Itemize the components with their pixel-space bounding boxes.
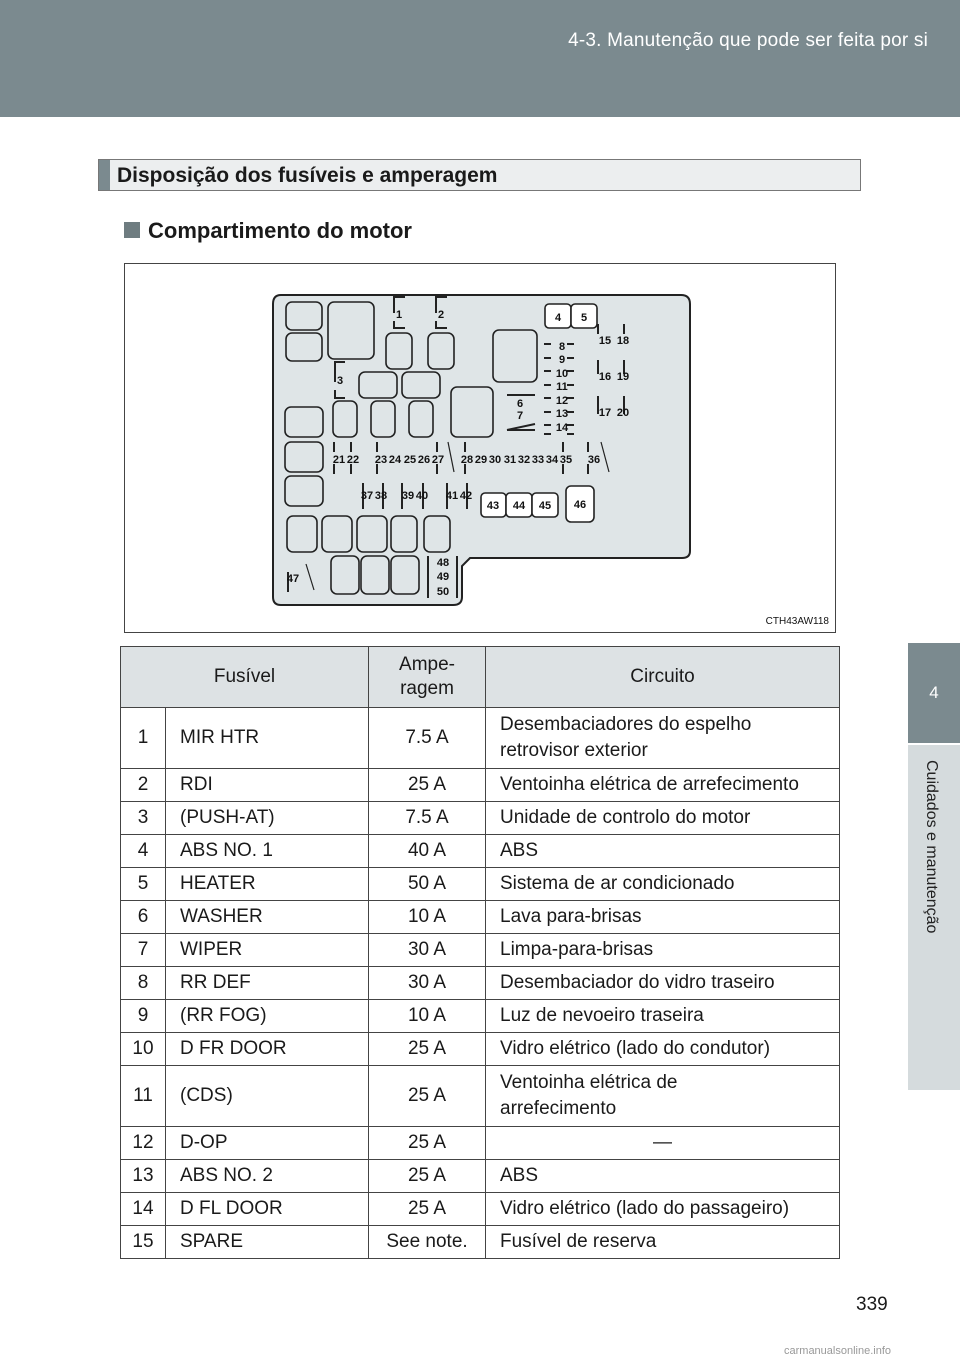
fuse-label-21: 21 bbox=[332, 454, 346, 466]
fuse-name: (CDS) bbox=[166, 1066, 369, 1127]
fuse-label-18: 18 bbox=[616, 335, 630, 347]
fuse-number: 6 bbox=[121, 901, 166, 934]
fuse-label-38: 38 bbox=[374, 490, 388, 502]
fuse-number: 11 bbox=[121, 1066, 166, 1127]
fuse-label-17: 17 bbox=[598, 407, 612, 419]
fuse-amperage: 10 A bbox=[369, 1000, 486, 1033]
fuse-number: 14 bbox=[121, 1193, 166, 1226]
fuse-amperage: 30 A bbox=[369, 934, 486, 967]
fuse-label-48: 48 bbox=[436, 557, 450, 569]
fuse-circuit: Limpa-para-brisas bbox=[486, 934, 840, 967]
fuse-amperage: 7.5 A bbox=[369, 708, 486, 769]
section-heading-box bbox=[98, 159, 861, 191]
fuse-label-19: 19 bbox=[616, 371, 630, 383]
table-row bbox=[121, 967, 840, 1000]
fuse-label-41: 41 bbox=[445, 490, 459, 502]
fuse-circuit-line1: Desembaciadores do espelho bbox=[500, 714, 752, 735]
fuse-circuit bbox=[486, 1066, 840, 1127]
fuse-amperage: 25 A bbox=[369, 769, 486, 802]
header-amp-line1: Ampe- bbox=[399, 654, 455, 675]
table-row bbox=[121, 934, 840, 967]
fuse-number: 1 bbox=[121, 708, 166, 769]
fuse-label-23: 23 bbox=[374, 454, 388, 466]
fuse-label-27: 27 bbox=[431, 454, 445, 466]
fuse-label-34: 34 bbox=[545, 454, 559, 466]
fuse-circuit: Sistema de ar condicionado bbox=[486, 868, 840, 901]
fuse-amperage: 7.5 A bbox=[369, 802, 486, 835]
fuse-label-35: 35 bbox=[559, 454, 573, 466]
fuse-label-16: 16 bbox=[598, 371, 612, 383]
header-amp-line2: ragem bbox=[400, 678, 454, 699]
fuse-amperage: 40 A bbox=[369, 835, 486, 868]
fuse-label-13: 13 bbox=[555, 408, 569, 420]
fuse-number: 12 bbox=[121, 1127, 166, 1160]
fuse-label-28: 28 bbox=[460, 454, 474, 466]
chapter-number: 4 bbox=[929, 683, 939, 702]
fuse-label-39: 39 bbox=[401, 490, 415, 502]
table-row bbox=[121, 868, 840, 901]
fuse-circuit-line2: arrefecimento bbox=[500, 1098, 617, 1119]
fuse-circuit bbox=[486, 708, 840, 769]
fuse-label-44: 44 bbox=[512, 500, 526, 512]
fuse-label-15: 15 bbox=[598, 335, 612, 347]
fuse-label-29: 29 bbox=[474, 454, 488, 466]
fuse-number: 3 bbox=[121, 802, 166, 835]
table-header-row bbox=[121, 647, 840, 708]
fuse-name: WASHER bbox=[166, 901, 369, 934]
fuse-label-4: 4 bbox=[554, 312, 562, 324]
fuse-label-6: 6 bbox=[516, 398, 524, 410]
table-row bbox=[121, 769, 840, 802]
fuse-circuit: Luz de nevoeiro traseira bbox=[486, 1000, 840, 1033]
fuse-label-45: 45 bbox=[538, 500, 552, 512]
chapter-tab bbox=[908, 643, 960, 743]
table-row bbox=[121, 1193, 840, 1226]
fuse-circuit: Lava para-brisas bbox=[486, 901, 840, 934]
header-circuit: Circuito bbox=[486, 647, 840, 708]
fuse-name: D-OP bbox=[166, 1127, 369, 1160]
fuse-number: 10 bbox=[121, 1033, 166, 1066]
fuse-amperage: 30 A bbox=[369, 967, 486, 1000]
table-row bbox=[121, 1127, 840, 1160]
fuse-label-31: 31 bbox=[503, 454, 517, 466]
fuse-box-svg bbox=[125, 264, 837, 634]
fuse-label-32: 32 bbox=[517, 454, 531, 466]
table-row bbox=[121, 1160, 840, 1193]
fuse-box-diagram bbox=[124, 263, 836, 633]
fuse-label-2: 2 bbox=[437, 309, 445, 321]
fuse-name: HEATER bbox=[166, 868, 369, 901]
section-heading: Disposição dos fusíveis e amperagem bbox=[117, 164, 498, 187]
fuse-circuit: — bbox=[486, 1127, 840, 1160]
figure-code: CTH43AW118 bbox=[765, 616, 829, 627]
fuse-label-8: 8 bbox=[558, 341, 566, 353]
fuse-amperage: 25 A bbox=[369, 1193, 486, 1226]
fuse-label-14: 14 bbox=[555, 422, 569, 434]
table-row bbox=[121, 1000, 840, 1033]
heading-stripe bbox=[99, 160, 110, 190]
fuse-label-26: 26 bbox=[417, 454, 431, 466]
fuse-circuit: Vidro elétrico (lado do condutor) bbox=[486, 1033, 840, 1066]
fuse-label-30: 30 bbox=[488, 454, 502, 466]
fuse-circuit: ABS bbox=[486, 835, 840, 868]
fuse-name: D FR DOOR bbox=[166, 1033, 369, 1066]
header-amperage bbox=[369, 647, 486, 708]
fuse-label-50: 50 bbox=[436, 586, 450, 598]
watermark: carmanualsonline.info bbox=[784, 1345, 892, 1357]
fuse-label-12: 12 bbox=[555, 395, 569, 407]
fuse-number: 15 bbox=[121, 1226, 166, 1259]
subsection-heading-row bbox=[124, 218, 412, 244]
fuse-label-20: 20 bbox=[616, 407, 630, 419]
fuse-label-24: 24 bbox=[388, 454, 402, 466]
fuse-name: WIPER bbox=[166, 934, 369, 967]
fuse-name: ABS NO. 2 bbox=[166, 1160, 369, 1193]
fuse-number: 7 bbox=[121, 934, 166, 967]
subsection-heading: Compartimento do motor bbox=[148, 218, 412, 243]
chapter-label: Cuidados e manutenção bbox=[923, 760, 940, 934]
fuse-label-25: 25 bbox=[403, 454, 417, 466]
fuse-circuit: Fusível de reserva bbox=[486, 1226, 840, 1259]
fuse-name: RR DEF bbox=[166, 967, 369, 1000]
fuse-amperage: 25 A bbox=[369, 1127, 486, 1160]
fuse-label-9: 9 bbox=[558, 354, 566, 366]
fuse-name: (PUSH-AT) bbox=[166, 802, 369, 835]
fuse-label-49: 49 bbox=[436, 571, 450, 583]
table-row bbox=[121, 1033, 840, 1066]
table-row bbox=[121, 1226, 840, 1259]
fuse-label-46: 46 bbox=[573, 499, 587, 511]
fuse-circuit: Unidade de controlo do motor bbox=[486, 802, 840, 835]
header-fuse: Fusível bbox=[121, 647, 369, 708]
header-section-title: 4-3. Manutenção que pode ser feita por si bbox=[568, 30, 928, 51]
fuse-name: (RR FOG) bbox=[166, 1000, 369, 1033]
fuse-label-1: 1 bbox=[395, 309, 403, 321]
fuse-label-47: 47 bbox=[286, 573, 300, 585]
fuse-label-33: 33 bbox=[531, 454, 545, 466]
fuse-label-42: 42 bbox=[459, 490, 473, 502]
fuse-number: 5 bbox=[121, 868, 166, 901]
page-number: 339 bbox=[856, 1294, 888, 1315]
fuse-amperage: 50 A bbox=[369, 868, 486, 901]
fuse-number: 2 bbox=[121, 769, 166, 802]
fuse-number: 13 bbox=[121, 1160, 166, 1193]
header-band bbox=[0, 0, 960, 117]
fuse-table bbox=[120, 646, 840, 1259]
fuse-name: SPARE bbox=[166, 1226, 369, 1259]
fuse-circuit-line1: Ventoinha elétrica de bbox=[500, 1072, 678, 1093]
table-row bbox=[121, 708, 840, 769]
fuse-amperage: See note. bbox=[369, 1226, 486, 1259]
fuse-label-3: 3 bbox=[336, 375, 344, 387]
fuse-label-40: 40 bbox=[415, 490, 429, 502]
fuse-circuit: ABS bbox=[486, 1160, 840, 1193]
fuse-label-43: 43 bbox=[486, 500, 500, 512]
chapter-tab-label-box bbox=[908, 745, 960, 1090]
fuse-circuit: Vidro elétrico (lado do passageiro) bbox=[486, 1193, 840, 1226]
table-row bbox=[121, 835, 840, 868]
table-row bbox=[121, 901, 840, 934]
fuse-amperage: 25 A bbox=[369, 1066, 486, 1127]
fuse-label-37: 37 bbox=[360, 490, 374, 502]
fuse-label-11: 11 bbox=[556, 381, 568, 393]
fuse-name: RDI bbox=[166, 769, 369, 802]
table-row bbox=[121, 1066, 840, 1127]
fuse-amperage: 25 A bbox=[369, 1033, 486, 1066]
fuse-label-10: 10 bbox=[555, 368, 569, 380]
fuse-number: 4 bbox=[121, 835, 166, 868]
fuse-label-36: 36 bbox=[587, 454, 601, 466]
fuse-label-5: 5 bbox=[580, 312, 588, 324]
fuse-name: ABS NO. 1 bbox=[166, 835, 369, 868]
fuse-amperage: 10 A bbox=[369, 901, 486, 934]
fuse-circuit: Ventoinha elétrica de arrefecimento bbox=[486, 769, 840, 802]
fuse-name: MIR HTR bbox=[166, 708, 369, 769]
square-bullet-icon bbox=[124, 222, 140, 238]
fuse-number: 8 bbox=[121, 967, 166, 1000]
fuse-number: 9 bbox=[121, 1000, 166, 1033]
fuse-circuit: Desembaciador do vidro traseiro bbox=[486, 967, 840, 1000]
fuse-label-22: 22 bbox=[346, 454, 360, 466]
fuse-name: D FL DOOR bbox=[166, 1193, 369, 1226]
fuse-circuit-line2: retrovisor exterior bbox=[500, 740, 648, 761]
fuse-amperage: 25 A bbox=[369, 1160, 486, 1193]
table-row bbox=[121, 802, 840, 835]
fuse-label-7: 7 bbox=[516, 410, 524, 422]
